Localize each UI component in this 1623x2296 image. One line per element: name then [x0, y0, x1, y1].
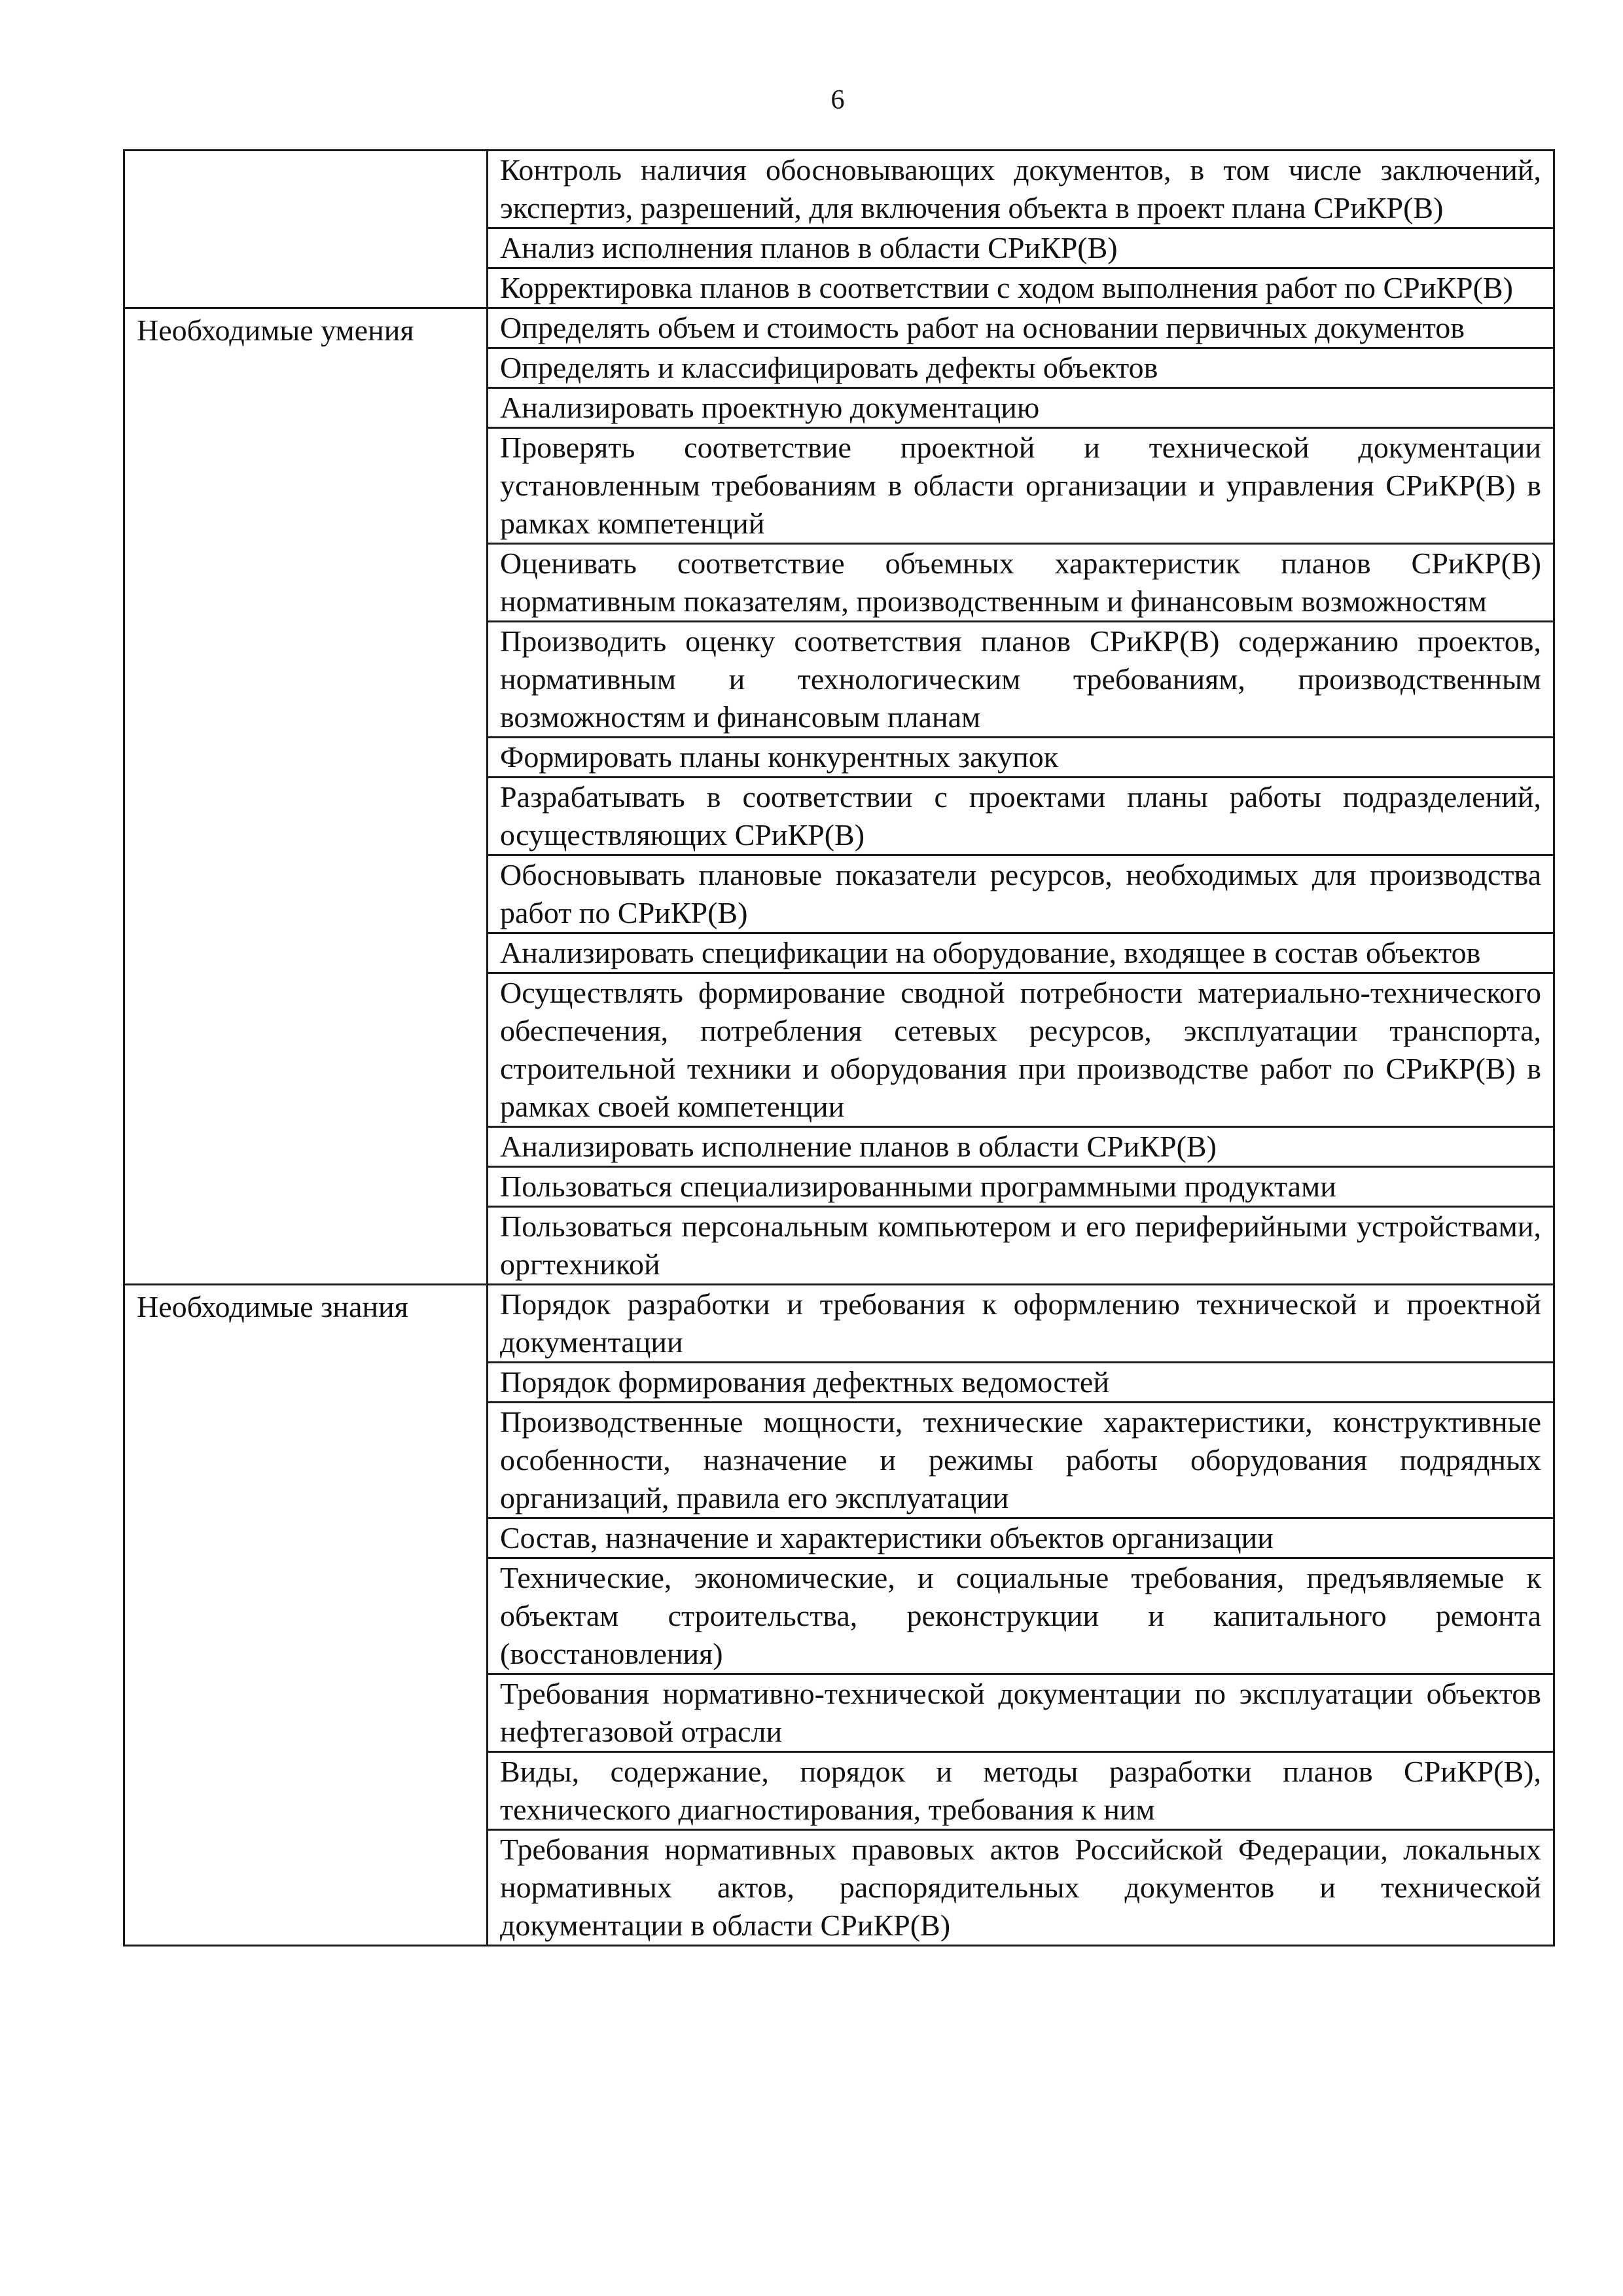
requirement-item: Определять и классифицировать дефекты объектов	[488, 348, 1554, 388]
table-row	[124, 308, 1554, 348]
table-row	[124, 1285, 1554, 1363]
requirement-item: Виды, содержание, порядок и методы разработки планов СРиКР(В), технического диагностирования, требования к ним	[488, 1752, 1554, 1830]
section-label: Необходимые знания	[124, 1285, 488, 1946]
requirement-item: Требования нормативно-технической документации по эксплуатации объектов нефтегазовой отрасли	[488, 1674, 1554, 1752]
requirement-item: Пользоваться персональным компьютером и его периферийными устройствами, оргтехникой	[488, 1207, 1554, 1285]
requirement-item: Производственные мощности, технические характеристики, конструктивные особенности, назначение и режимы работы оборудования подрядных организаций, правила его эксплуатации	[488, 1403, 1554, 1518]
requirement-item: Формировать планы конкурентных закупок	[488, 738, 1554, 778]
requirement-item: Обосновывать плановые показатели ресурсов, необходимых для производства работ по СРиКР(В)	[488, 855, 1554, 933]
requirement-item: Пользоваться специализированными программными продуктами	[488, 1167, 1554, 1207]
requirement-item: Порядок разработки и требования к оформлению технической и проектной документации	[488, 1285, 1554, 1363]
section-label: Необходимые умения	[124, 308, 488, 1285]
requirements-table	[123, 149, 1555, 1946]
requirement-item: Технические, экономические, и социальные требования, предъявляемые к объектам строительства, реконструкции и капитального ремонта (восстановления)	[488, 1558, 1554, 1674]
requirement-item: Анализ исполнения планов в области СРиКР(В)	[488, 228, 1554, 268]
requirement-item: Определять объем и стоимость работ на основании первичных документов	[488, 308, 1554, 348]
requirement-item: Производить оценку соответствия планов СРиКР(В) содержанию проектов, нормативным и технологическим требованиям, производственным возможностям и финансовым планам	[488, 622, 1554, 738]
requirement-item: Порядок формирования дефектных ведомостей	[488, 1363, 1554, 1403]
requirement-item: Анализировать спецификации на оборудование, входящее в состав объектов	[488, 933, 1554, 973]
requirement-item: Состав, назначение и характеристики объектов организации	[488, 1518, 1554, 1558]
requirement-item: Корректировка планов в соответствии с ходом выполнения работ по СРиКР(В)	[488, 268, 1554, 308]
requirement-item: Контроль наличия обосновывающих документов, в том числе заключений, экспертиз, разрешений, для включения объекта в проект плана СРиКР(В)	[488, 151, 1554, 228]
requirement-item: Оценивать соответствие объемных характеристик планов СРиКР(В) нормативным показателям, производственным и финансовым возможностям	[488, 544, 1554, 622]
section-label	[124, 151, 488, 308]
requirement-item: Требования нормативных правовых актов Российской Федерации, локальных нормативных актов, распорядительных документов и технической документации в области СРиКР(В)	[488, 1830, 1554, 1946]
requirements-table-body	[124, 151, 1554, 1946]
requirement-item: Осуществлять формирование сводной потребности материально-технического обеспечения, потребления сетевых ресурсов, эксплуатации транспорта, строительной техники и оборудования при производстве работ по СРиКР(В) в рамках своей компетенции	[488, 973, 1554, 1127]
requirement-item: Разрабатывать в соответствии с проектами планы работы подразделений, осуществляющих СРиКР(В)	[488, 778, 1554, 855]
requirement-item: Анализировать исполнение планов в области СРиКР(В)	[488, 1127, 1554, 1167]
page-number: 6	[830, 85, 845, 115]
requirement-item: Проверять соответствие проектной и технической документации установленным требованиям в области организации и управления СРиКР(В) в рамках компетенций	[488, 428, 1554, 544]
table-row	[124, 151, 1554, 228]
requirement-item: Анализировать проектную документацию	[488, 388, 1554, 428]
